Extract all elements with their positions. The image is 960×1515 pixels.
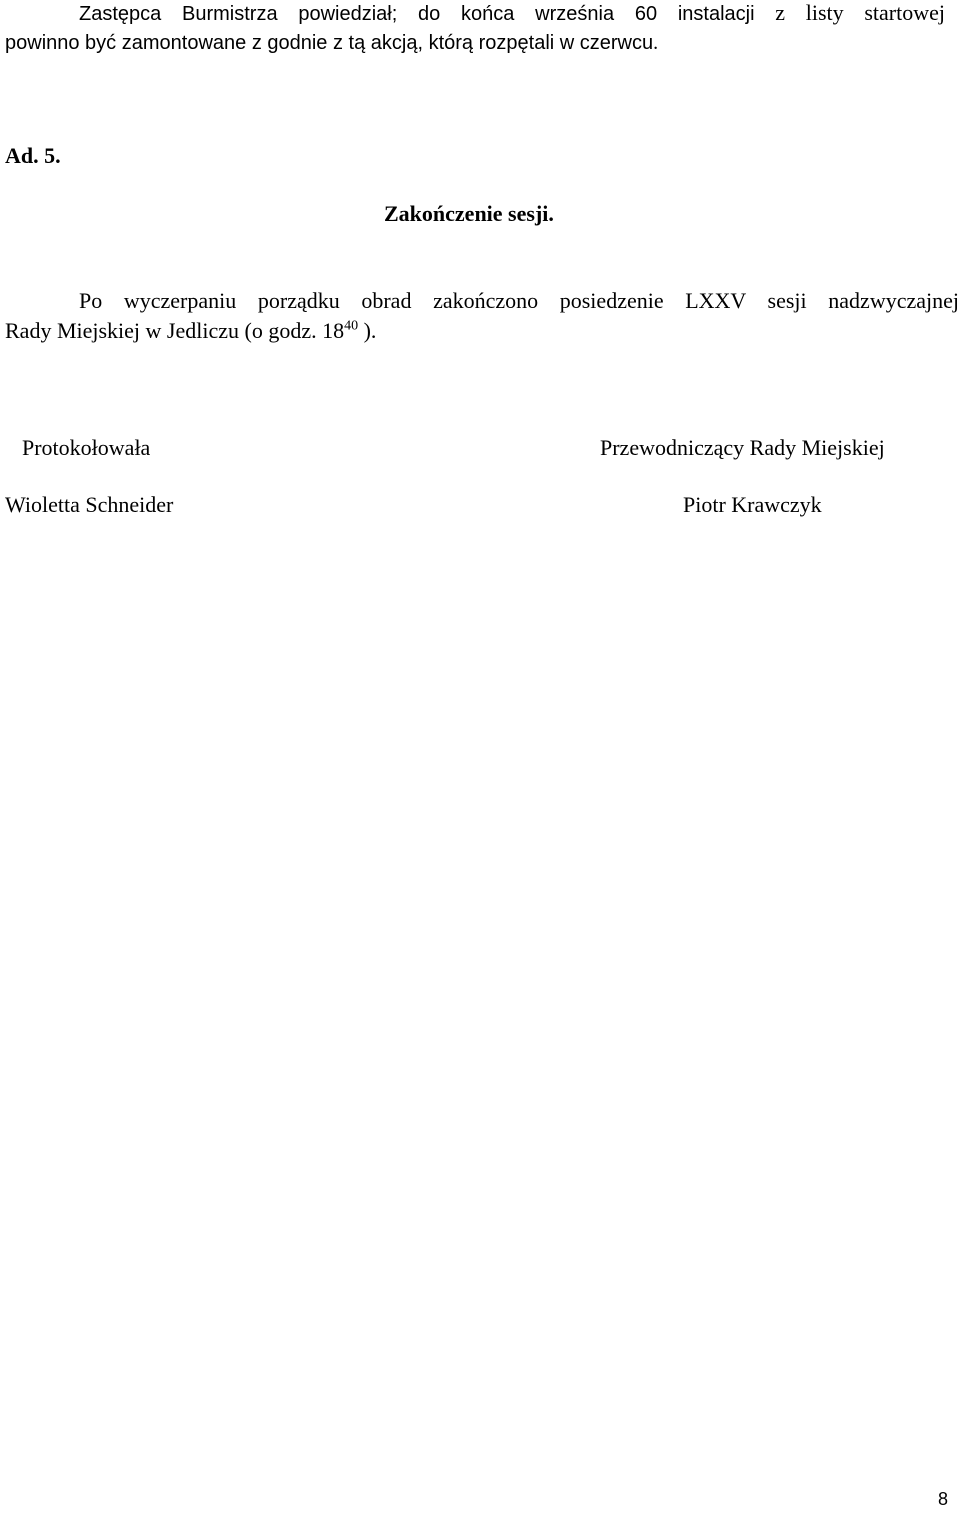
paragraph-text: powinno być zamontowane z godnie z tą akcją, którą rozpętali w czerwcu xyxy=(5,32,654,54)
paragraph-line xyxy=(5,30,658,56)
signature-role-left: Protokołowała xyxy=(22,435,151,460)
agenda-item-label: Ad. 5. xyxy=(5,143,61,168)
paragraph-line: Po wyczerpaniu porządku obrad zakończono posiedzenie LXXV sesji nadzwyczajnej xyxy=(79,288,959,313)
paragraph-text: Zastępca Burmistrza powiedział; do końca września 60 instalacji xyxy=(79,3,755,25)
section-heading: Zakończenie sesji. xyxy=(384,201,554,226)
signature-name-right: Piotr Krawczyk xyxy=(683,492,822,517)
paragraph-text: Rady Miejskiej w Jedliczu (o godz. 18 xyxy=(5,318,345,343)
paragraph-text: z listy startowej xyxy=(775,0,945,25)
paragraph-line xyxy=(79,0,945,27)
paragraph-line xyxy=(5,318,376,344)
signature-name-left: Wioletta Schneider xyxy=(5,492,174,517)
paragraph-text: . xyxy=(653,32,659,54)
time-minutes-superscript: 40 xyxy=(344,318,359,334)
paragraph-text: ). xyxy=(358,318,377,343)
page-number: 8 xyxy=(938,1489,949,1509)
signature-role-right: Przewodniczący Rady Miejskiej xyxy=(600,435,885,460)
